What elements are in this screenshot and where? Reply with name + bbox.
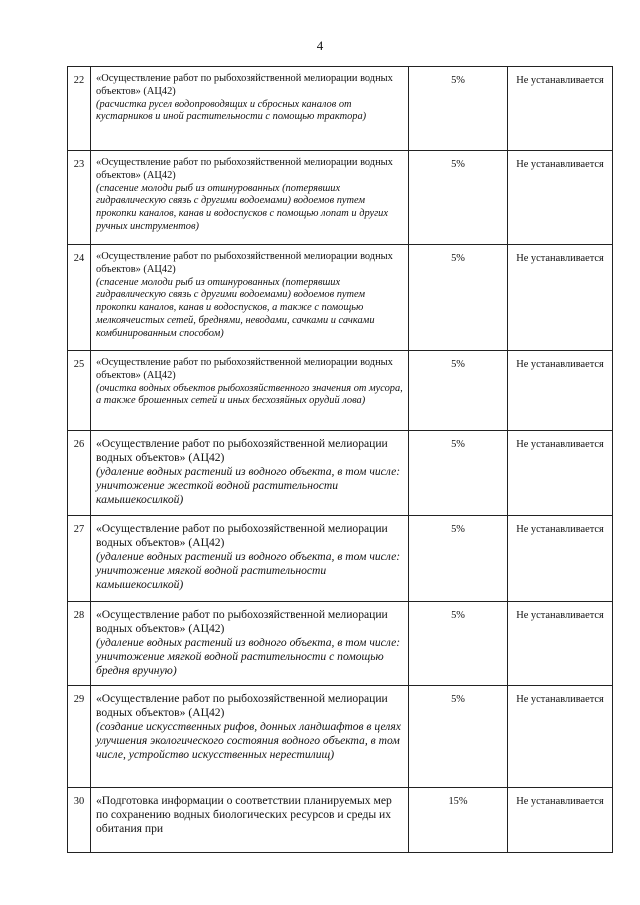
row-description <box>91 431 409 516</box>
service-title: «Осуществление работ по рыбохозяйственной мелиорации водных объектов» (АЦ42) <box>96 522 388 549</box>
note-value: Не устанавливается <box>508 245 613 351</box>
service-title: «Подготовка информации о соответствии планируемых мер по сохранению водных биологических ресурсов и среды их обитания при <box>96 794 392 835</box>
service-title: «Осуществление работ по рыбохозяйственной мелиорации водных объектов» (АЦ42) <box>96 608 388 635</box>
row-description <box>91 67 409 151</box>
row-number: 22 <box>68 67 91 151</box>
table-row <box>68 151 613 245</box>
service-details: (удаление водных растений из водного объекта, в том числе: уничтожение мягкой водной растительности камышекосилкой) <box>96 550 401 591</box>
page-number: 4 <box>316 38 324 53</box>
row-description <box>91 351 409 431</box>
table-row <box>68 602 613 686</box>
row-description <box>91 151 409 245</box>
note-value: Не устанавливается <box>508 602 613 686</box>
row-number: 27 <box>68 516 91 602</box>
service-details: (очистка водных объектов рыбохозяйственного значения от мусора, а также брошенных сетей и иных бесхозяйных орудий лова) <box>96 382 403 407</box>
row-description <box>91 602 409 686</box>
row-number: 28 <box>68 602 91 686</box>
service-title: «Осуществление работ по рыбохозяйственной мелиорации водных объектов» (АЦ42) <box>96 157 393 181</box>
percent-value: 5% <box>409 516 508 602</box>
row-number: 23 <box>68 151 91 245</box>
row-number: 30 <box>68 788 91 853</box>
percent-value: 5% <box>409 602 508 686</box>
service-title: «Осуществление работ по рыбохозяйственной мелиорации водных объектов» (АЦ42) <box>96 357 393 381</box>
table-row <box>68 516 613 602</box>
row-description <box>91 516 409 602</box>
note-value: Не устанавливается <box>508 151 613 245</box>
table-row <box>68 686 613 788</box>
note-value: Не устанавливается <box>508 431 613 516</box>
row-number: 25 <box>68 351 91 431</box>
percent-value: 5% <box>409 67 508 151</box>
note-value: Не устанавливается <box>508 788 613 853</box>
service-details: (создание искусственных рифов, донных ландшафтов в целях улучшения экологического состояния водного объекта, в том числе, устройство искусственных нерестилищ) <box>96 720 401 761</box>
note-value: Не устанавливается <box>508 686 613 788</box>
service-title: «Осуществление работ по рыбохозяйственной мелиорации водных объектов» (АЦ42) <box>96 251 393 275</box>
service-details: (расчистка русел водопроводящих и сбросных каналов от кустарников и иной растительности с помощью трактора) <box>96 98 367 123</box>
table-row <box>68 245 613 351</box>
service-details: (удаление водных растений из водного объекта, в том числе: уничтожение мягкой водной растительности с помощью бредня вручную) <box>96 636 401 677</box>
percent-value: 5% <box>409 245 508 351</box>
note-value: Не устанавливается <box>508 351 613 431</box>
percent-value: 5% <box>409 351 508 431</box>
row-number: 29 <box>68 686 91 788</box>
percent-value: 5% <box>409 686 508 788</box>
row-description <box>91 245 409 351</box>
service-title: «Осуществление работ по рыбохозяйственной мелиорации водных объектов» (АЦ42) <box>96 73 393 97</box>
service-details: (спасение молоди рыб из отшнурованных (потерявших гидравлическую связь с другими водоемами) водоемов путем прокопки каналов, канав и водоспусков, а также с помощью мелкоячеистых сетей, бреднями, неводами, сачками и сачками комбинированным способом) <box>96 276 375 339</box>
row-number: 24 <box>68 245 91 351</box>
note-value: Не устанавливается <box>508 516 613 602</box>
table-row <box>68 351 613 431</box>
table-row <box>68 788 613 853</box>
service-title: «Осуществление работ по рыбохозяйственной мелиорации водных объектов» (АЦ42) <box>96 692 388 719</box>
percent-value: 15% <box>409 788 508 853</box>
row-number: 26 <box>68 431 91 516</box>
percent-value: 5% <box>409 431 508 516</box>
service-title: «Осуществление работ по рыбохозяйственной мелиорации водных объектов» (АЦ42) <box>96 437 388 464</box>
row-description <box>91 788 409 853</box>
table-row <box>68 67 613 151</box>
note-value: Не устанавливается <box>508 67 613 151</box>
service-details: (спасение молоди рыб из отшнурованных (потерявших гидравлическую связь с другими водоемами) водоемов путем прокопки каналов, канав и водоспусков с помощью лопат и других ручных инструментов) <box>96 182 388 232</box>
row-description <box>91 686 409 788</box>
requirements-table <box>67 66 613 853</box>
table-row <box>68 431 613 516</box>
service-details: (удаление водных растений из водного объекта, в том числе: уничтожение жесткой водной растительности камышекосилкой) <box>96 465 401 506</box>
percent-value: 5% <box>409 151 508 245</box>
